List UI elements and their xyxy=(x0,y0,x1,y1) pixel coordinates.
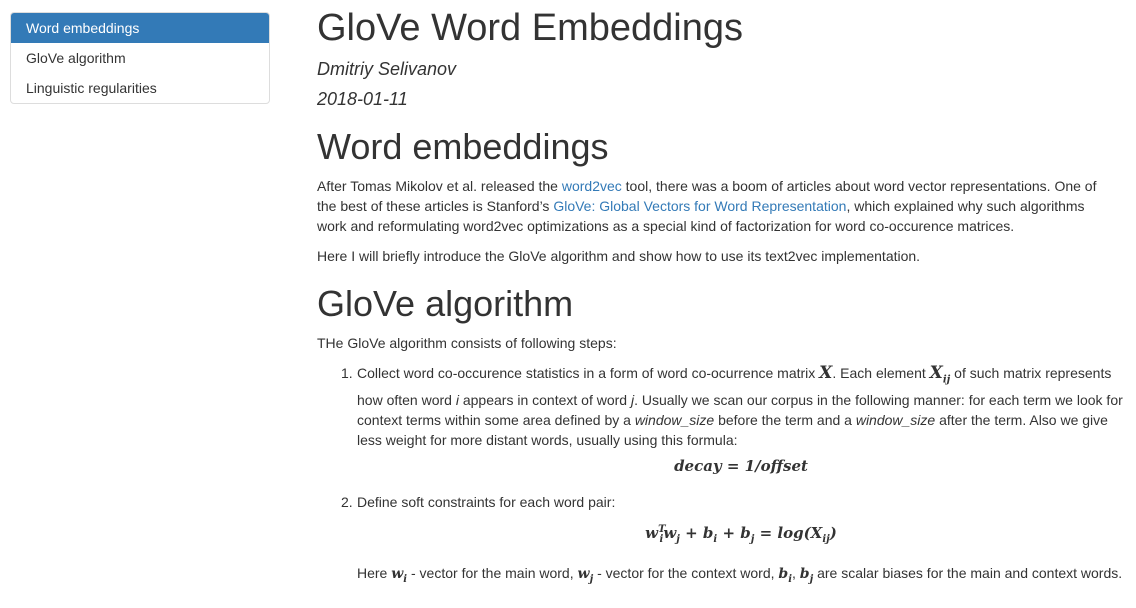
heading-glove-algorithm: GloVe algorithm xyxy=(317,283,574,324)
table-of-contents xyxy=(10,12,270,104)
author: Dmitriy Selivanov xyxy=(317,59,457,79)
paragraph-overview: Here I will briefly introduce the GloVe algorithm and show how to use its text2vec implementation. xyxy=(317,248,921,264)
formula-constraint: $w^T_iw_j + b_i + b_j = \log(X_{ij})$ xyxy=(645,524,837,545)
date: 2018-01-11 xyxy=(317,89,408,109)
toc-item-linguistic-regularities[interactable]: Linguistic regularities xyxy=(26,80,157,96)
list-item-step1: 1. Collect word co-occurence statistics in a form of word co-ocurrence matrix X. Each element $X_{ij}$ of such matrix represents how often word i appears in context of word j. Usually we scan our corpus in the following manner: for each term we look for context terms within some area defined by a window_size before the term and a window_size after the term. Also we give less weight for more distant words, usually using this formula: xyxy=(341,363,1123,449)
paragraph-steps-intro: THe GloVe algorithm consists of following steps: xyxy=(317,335,617,351)
list-item-step2: 2. Define soft constraints for each word pair: xyxy=(341,494,616,510)
paragraph-intro: After Tomas Mikolov et al. released the word2vec tool, there was a boom of articles about word vector representations. One of the best of these articles is Stanford’s GloVe: Global Vectors for Word Representation, which explained why such algorithms work and reformulating word2vec optimizations as a special kind of factorization for word co-occurence matrices. xyxy=(317,178,1097,234)
heading-word-embeddings: Word embeddings xyxy=(317,126,609,167)
link-word2vec[interactable]: word2vec xyxy=(561,178,622,194)
link-glove-paper[interactable]: GloVe: Global Vectors for Word Representation xyxy=(553,198,847,214)
paragraph-here: Here $w_i$ - vector for the main word, $w_j$ - vector for the context word, $b_i$, $b_j$ are scalar biases for the main and context words. xyxy=(357,565,1123,585)
page-title: GloVe Word Embeddings xyxy=(317,7,743,49)
toc-item-glove-algorithm[interactable]: GloVe algorithm xyxy=(26,50,126,66)
formula-decay: decay = 1/offset xyxy=(674,457,808,475)
toc-item-word-embeddings[interactable]: Word embeddings xyxy=(11,13,269,43)
